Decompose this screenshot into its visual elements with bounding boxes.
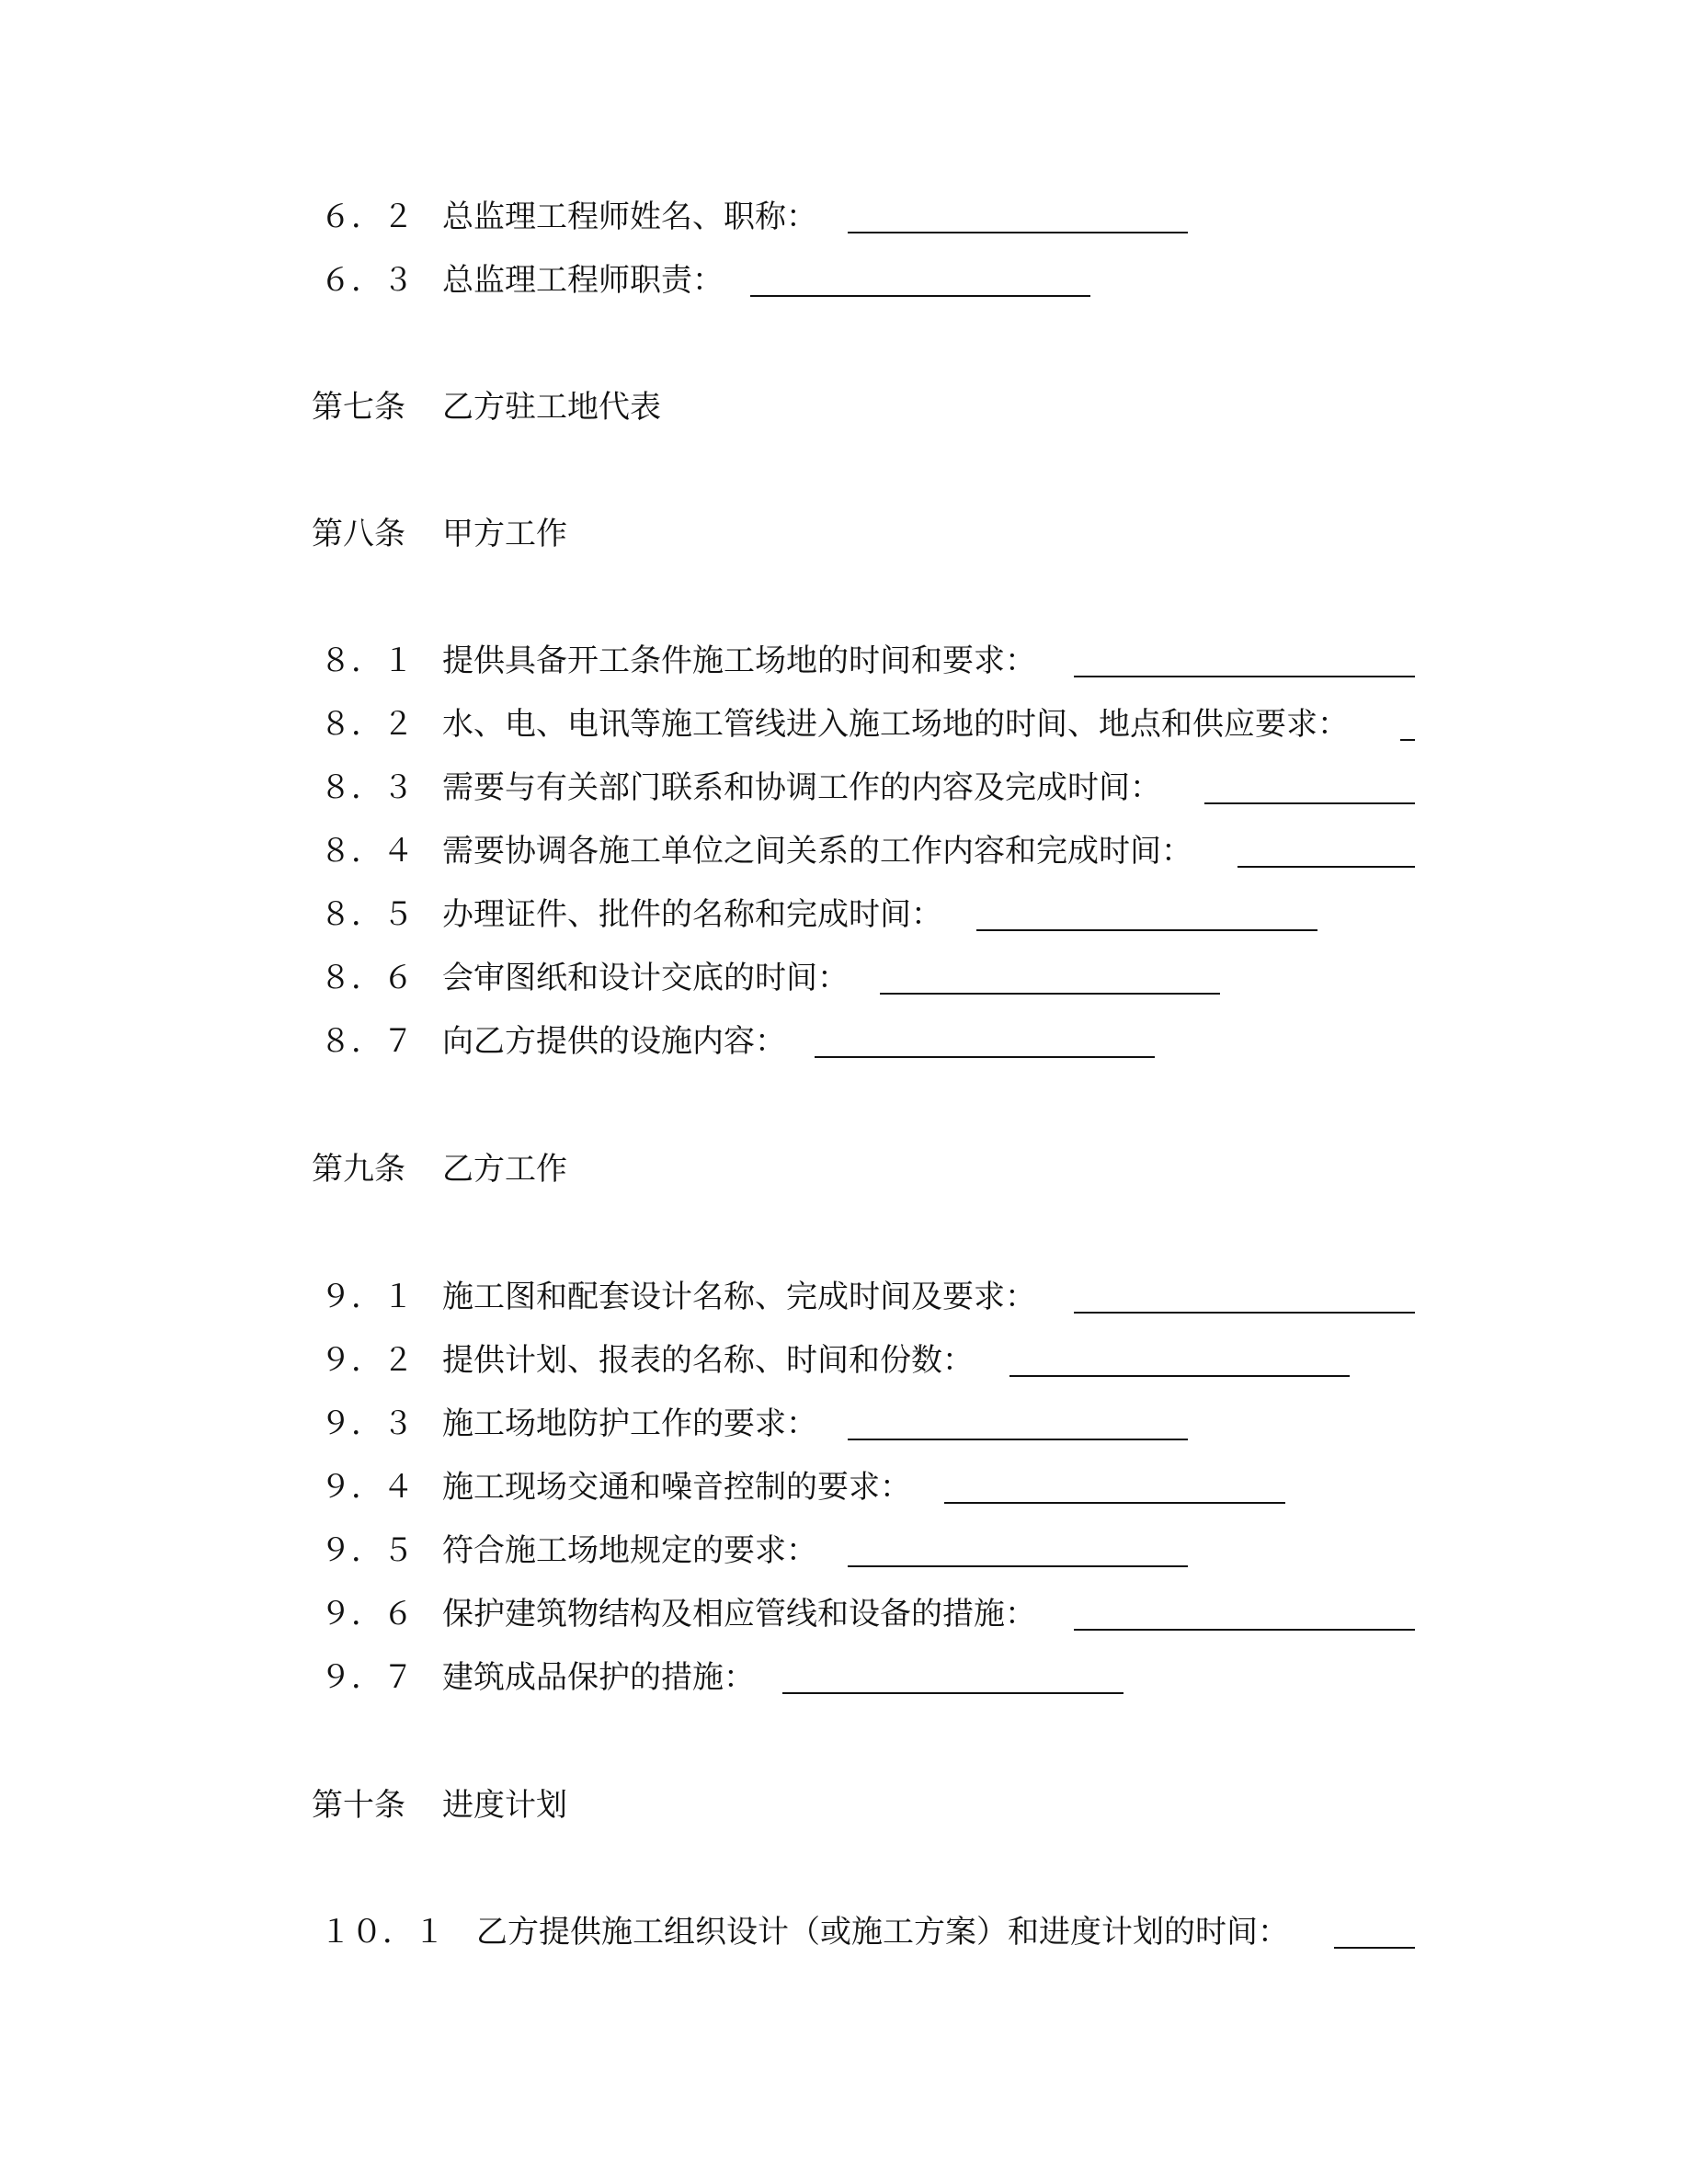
clause-9-6: [0, 1591, 1688, 1637]
clause-text: 会审图纸和设计交底的时间：: [442, 960, 849, 996]
fill-in-blank[interactable]: [880, 993, 1220, 995]
fill-in-blank[interactable]: [944, 1502, 1285, 1504]
fill-in-blank[interactable]: [848, 1565, 1188, 1567]
clause-8-5: [0, 892, 1688, 938]
fill-in-blank[interactable]: [1074, 1312, 1415, 1314]
fill-in-blank[interactable]: [976, 929, 1317, 931]
clause-number: ９．１: [320, 1279, 414, 1315]
fill-in-blank[interactable]: [1400, 739, 1415, 741]
clause-6-3: [0, 257, 1688, 303]
clause-8-7: [0, 1018, 1688, 1064]
fill-in-blank[interactable]: [815, 1056, 1155, 1058]
clause-number: ８．５: [320, 896, 414, 933]
clause-8-3: [0, 765, 1688, 811]
article-title: 进度计划: [442, 1787, 567, 1824]
clause-number: ９．５: [320, 1532, 414, 1569]
fill-in-blank[interactable]: [1074, 676, 1415, 677]
clause-8-1: [0, 638, 1688, 684]
fill-in-blank[interactable]: [1009, 1375, 1350, 1377]
clause-text: 总监理工程师职责：: [442, 262, 724, 299]
clause-number: ９．３: [320, 1405, 414, 1442]
clause-text: 乙方提供施工组织设计（或施工方案）和进度计划的时间：: [476, 1914, 1289, 1951]
clause-9-2: [0, 1337, 1688, 1383]
article-7-heading: [0, 384, 1688, 430]
clause-9-3: [0, 1401, 1688, 1447]
clause-6-2: [0, 194, 1688, 240]
fill-in-blank[interactable]: [848, 1439, 1188, 1440]
clause-text: 建筑成品保护的措施：: [442, 1659, 755, 1696]
article-title: 乙方驻工地代表: [442, 389, 661, 426]
fill-in-blank[interactable]: [1204, 802, 1415, 804]
clause-text: 提供计划、报表的名称、时间和份数：: [442, 1342, 974, 1379]
article-8-heading: [0, 511, 1688, 557]
article-number: 第九条: [312, 1151, 405, 1188]
clause-text: 需要协调各施工单位之间关系的工作内容和完成时间：: [442, 833, 1192, 870]
clause-9-1: [0, 1274, 1688, 1320]
clause-text: 水、电、电讯等施工管线进入施工场地的时间、地点和供应要求：: [442, 706, 1349, 743]
clause-number: ９．６: [320, 1596, 414, 1632]
clause-text: 符合施工场地规定的要求：: [442, 1532, 817, 1569]
clause-8-6: [0, 955, 1688, 1001]
clause-number: ８．４: [320, 833, 414, 870]
clause-10-1: [0, 1909, 1688, 1955]
clause-text: 施工现场交通和噪音控制的要求：: [442, 1469, 911, 1506]
fill-in-blank[interactable]: [848, 232, 1188, 233]
clause-text: 施工场地防护工作的要求：: [442, 1405, 817, 1442]
fill-in-blank[interactable]: [750, 295, 1090, 297]
article-9-heading: [0, 1146, 1688, 1192]
clause-number: ８．２: [320, 706, 414, 743]
clause-9-5: [0, 1528, 1688, 1574]
clause-number: ８．１: [320, 643, 414, 679]
fill-in-blank[interactable]: [1334, 1947, 1415, 1949]
article-10-heading: [0, 1782, 1688, 1828]
article-number: 第七条: [312, 389, 405, 426]
clause-text: 需要与有关部门联系和协调工作的内容及完成时间：: [442, 769, 1161, 806]
clause-number: ６．３: [320, 262, 414, 299]
clause-number: ９．４: [320, 1469, 414, 1506]
fill-in-blank[interactable]: [782, 1692, 1123, 1694]
clause-number: ９．２: [320, 1342, 414, 1379]
clause-number: １０．１: [320, 1914, 445, 1951]
clause-9-7: [0, 1655, 1688, 1701]
clause-text: 保护建筑物结构及相应管线和设备的措施：: [442, 1596, 1036, 1632]
clause-9-4: [0, 1464, 1688, 1510]
clause-text: 办理证件、批件的名称和完成时间：: [442, 896, 942, 933]
clause-number: ６．２: [320, 199, 414, 235]
clause-text: 提供具备开工条件施工场地的时间和要求：: [442, 643, 1036, 679]
article-number: 第八条: [312, 516, 405, 552]
clause-8-2: [0, 701, 1688, 747]
article-title: 甲方工作: [442, 516, 567, 552]
clause-text: 向乙方提供的设施内容：: [442, 1023, 786, 1060]
article-title: 乙方工作: [442, 1151, 567, 1188]
clause-text: 总监理工程师姓名、职称：: [442, 199, 817, 235]
clause-text: 施工图和配套设计名称、完成时间及要求：: [442, 1279, 1036, 1315]
fill-in-blank[interactable]: [1074, 1629, 1415, 1631]
clause-number: ８．３: [320, 769, 414, 806]
clause-number: ８．６: [320, 960, 414, 996]
clause-number: ８．７: [320, 1023, 414, 1060]
article-number: 第十条: [312, 1787, 405, 1824]
clause-8-4: [0, 828, 1688, 874]
clause-number: ９．７: [320, 1659, 414, 1696]
fill-in-blank[interactable]: [1237, 866, 1415, 868]
